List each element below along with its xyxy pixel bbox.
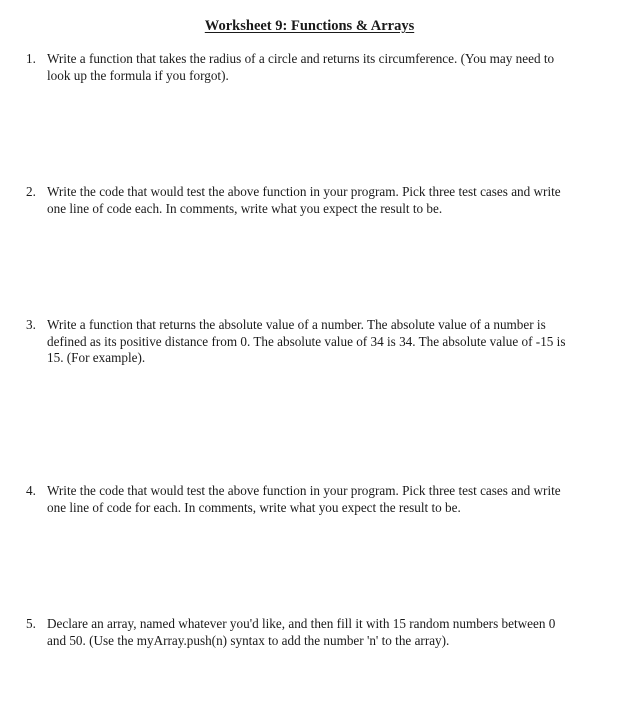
question-text: Write the code that would test the above function in your program. Pick three test cases and write one line of code for each. In comments, write what you expect the result to be. bbox=[47, 483, 561, 515]
question-4 bbox=[26, 483, 566, 516]
question-number: 1. bbox=[26, 51, 36, 66]
question-number: 2. bbox=[26, 184, 36, 199]
question-text: Declare an array, named whatever you'd like, and then fill it with 15 random numbers between 0 and 50. (Use the myArray.push(n) syntax to add the number 'n' to the array). bbox=[47, 616, 556, 648]
question-1 bbox=[26, 51, 566, 84]
question-2 bbox=[26, 184, 566, 217]
page-title bbox=[0, 18, 619, 35]
question-3 bbox=[26, 317, 566, 367]
question-number: 3. bbox=[26, 317, 36, 332]
question-number: 5. bbox=[26, 616, 36, 631]
question-text: Write the code that would test the above function in your program. Pick three test cases and write one line of code each. In comments, write what you expect the result to be. bbox=[47, 184, 561, 216]
question-text: Write a function that takes the radius of a circle and returns its circumference. (You may need to look up the formula if you forgot). bbox=[47, 51, 555, 83]
question-5 bbox=[26, 616, 566, 649]
question-text: Write a function that returns the absolute value of a number. The absolute value of a number is defined as its positive distance from 0. The absolute value of 34 is 34. The absolute value of -15 is 15. (For example). bbox=[47, 317, 566, 365]
question-number: 4. bbox=[26, 483, 36, 498]
worksheet-title: Worksheet 9: Functions & Arrays bbox=[204, 18, 415, 34]
